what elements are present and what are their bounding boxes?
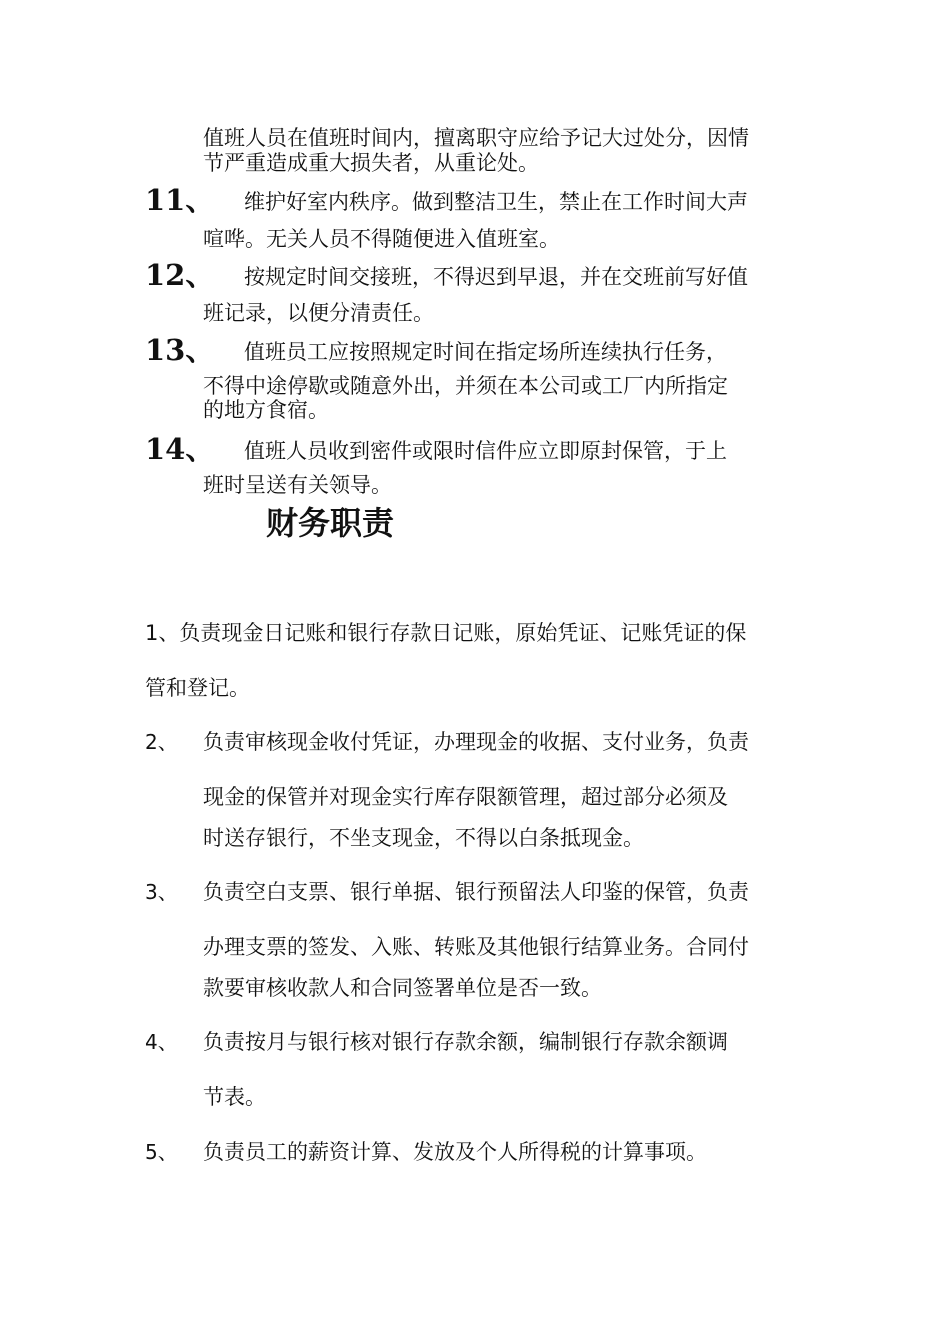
rule-14-line-1: 值班人员收到密件或限时信件应立即原封保管，于上 xyxy=(244,439,727,463)
finance-item-2-line-1: 负责审核现金收付凭证，办理现金的收据、支付业务，负责 xyxy=(203,730,749,754)
rule-11-line-1: 维护好室内秩序。做到整洁卫生，禁止在工作时间大声 xyxy=(244,190,748,214)
finance-item-3-line-2: 办理支票的签发、入账、转账及其他银行结算业务。合同付 xyxy=(203,935,749,959)
finance-item-4-number: 4、 xyxy=(145,1030,178,1054)
finance-item-1-line-1 xyxy=(145,620,746,646)
rule-12-line-2: 班记录，以便分清责任。 xyxy=(203,301,434,325)
intro-line-1: 值班人员在值班时间内，擅离职守应给予记大过处分，因情 xyxy=(203,126,749,150)
finance-item-4-line-1: 负责按月与银行核对银行存款余额，编制银行存款余额调 xyxy=(203,1030,728,1054)
finance-item-3-number: 3、 xyxy=(145,880,178,904)
rule-12-line-1: 按规定时间交接班，不得迟到早退，并在交班前写好值 xyxy=(244,265,748,289)
finance-section-title: 财务职责 xyxy=(266,504,395,542)
finance-item-5-number: 5、 xyxy=(145,1140,178,1164)
finance-item-1-text: 负责现金日记账和银行存款日记账，原始凭证、记账凭证的保 xyxy=(179,621,747,645)
intro-line-2: 节严重造成重大损失者，从重论处。 xyxy=(203,151,539,175)
finance-item-1-number: 1、 xyxy=(145,621,180,645)
rule-13-line-3: 的地方食宿。 xyxy=(203,398,329,422)
finance-item-2-line-3: 时送存银行，不坐支现金，不得以白条抵现金。 xyxy=(203,826,644,850)
rule-11-line-2: 喧哗。无关人员不得随便进入值班室。 xyxy=(203,227,560,251)
rule-number-13: 13、 xyxy=(145,333,215,367)
rule-14-line-2: 班时呈送有关领导。 xyxy=(203,473,392,497)
rule-number-12: 12、 xyxy=(145,258,215,292)
rule-number-14: 14、 xyxy=(145,432,215,466)
finance-item-2-number: 2、 xyxy=(145,730,178,754)
finance-item-3-line-1: 负责空白支票、银行单据、银行预留法人印鉴的保管，负责 xyxy=(203,880,749,904)
finance-item-4-line-2: 节表。 xyxy=(203,1085,266,1109)
rule-13-line-2: 不得中途停歇或随意外出，并须在本公司或工厂内所指定 xyxy=(203,374,728,398)
rule-13-line-1: 值班员工应按照规定时间在指定场所连续执行任务， xyxy=(244,340,727,364)
finance-item-1-line-2: 管和登记。 xyxy=(145,676,250,700)
finance-item-2-line-2: 现金的保管并对现金实行库存限额管理，超过部分必须及 xyxy=(203,785,728,809)
finance-item-5-line-1: 负责员工的薪资计算、发放及个人所得税的计算事项。 xyxy=(203,1140,707,1164)
rule-number-11: 11、 xyxy=(145,183,215,217)
finance-item-3-line-3: 款要审核收款人和合同签署单位是否一致。 xyxy=(203,976,602,1000)
